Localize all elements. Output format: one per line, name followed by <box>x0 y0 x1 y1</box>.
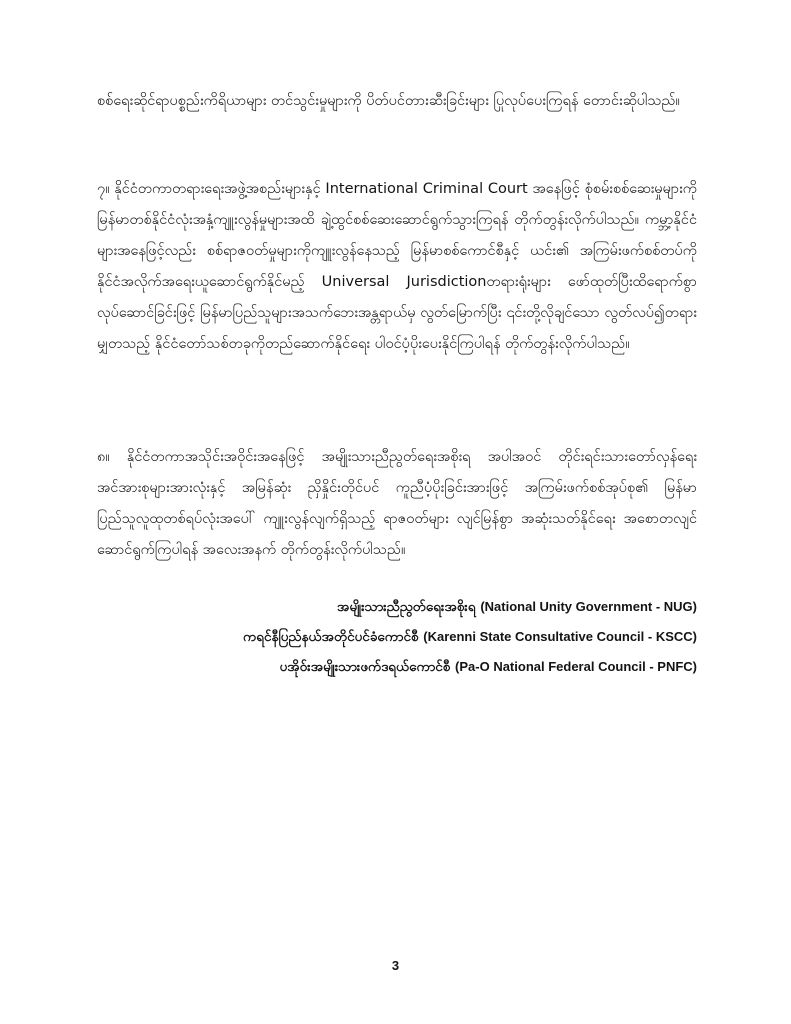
paragraph-8: ၈။ နိုင်ငံတကာအသိုင်းအဝိုင်းအနေဖြင့် အမျိုးသားညီညွတ်ရေးအစိုးရ အပါအဝင် တိုင်းရင်းသားတော်လှန်ရေးအင်အားစုများအားလုံးနှင့် အမြန်ဆုံး ညှိနှိုင်းတိုင်ပင် ကူညီပံ့ပိုးခြင်းအားဖြင့် အကြမ်းဖက်စစ်အုပ်စု၏ မြန်မာပြည်သူလူထုတစ်ရပ်လုံးအပေါ် ကျူးလွန်လျက်ရှိသည့် ရာဇဝတ်များ လျင်မြန်စွာ အဆုံးသတ်နိုင်ရေး အစောတလျင် ဆောင်ရွက်ကြပါရန် အလေးအနက် တိုက်တွန်းလိုက်ပါသည်။ <box>97 449 697 558</box>
page-number: 3 <box>391 958 400 973</box>
signatory-name-mm: ပအိုဝ်းအမျိုးသားဖက်ဒရယ်ကောင်စီ <box>279 659 451 675</box>
signatory-nug <box>77 592 697 622</box>
signatory-name-en: (Pa-O National Federal Council - PNFC) <box>455 659 697 674</box>
paragraph-7: ၇။ နိုင်ငံတကာတရားရေးအဖွဲ့အစည်းများနှင့် International Criminal Court အနေဖြင့် စုံစမ်းစစ်ဆေးမှုများကို မြန်မာတစ်နိုင်ငံလုံးအနှံ့ကျူးလွန်မှုများအထိ ချဲ့ထွင်စစ်ဆေးဆောင်ရွက်သွားကြရန် တိုက်တွန်းလိုက်ပါသည်။ ကမ္ဘာ့နိုင်ငံများအနေဖြင့်လည်း စစ်ရာဇဝတ်မှုများကိုကျူးလွန်နေသည့် မြန်မာစစ်ကောင်စီနှင့် ယင်း၏ အကြမ်းဖက်စစ်တပ်ကို နိုင်ငံအလိုက်အရေးယူဆောင်ရွက်နိုင်မည့် Universal Jurisdictionတရားရုံးများ ဖော်ထုတ်ပြီးထိရောက်စွာလုပ်ဆောင်ခြင်းဖြင့် မြန်မာပြည်သူများအသက်ဘေးအန္တရာယ်မှ လွတ်မြောက်ပြီး ၎င်းတို့လိုချင်သော လွတ်လပ်၍တရားမျှတသည့် နိုင်ငံတော်သစ်တခုကိုတည်ဆောက်နိုင်ရေး ပါဝင်ပံ့ပိုးပေးနိုင်ကြပါရန် တိုက်တွန်းလိုက်ပါသည်။ <box>97 181 697 352</box>
signatory-name-en: (Karenni State Consultative Council - KSCC) <box>423 629 697 644</box>
signatory-name-en: (National Unity Government - NUG) <box>480 599 697 614</box>
signatory-name-mm: ကရင်နီပြည်နယ်အတိုင်ပင်ခံကောင်စီ <box>243 629 419 645</box>
signatory-name-mm: အမျိုးသားညီညွတ်ရေးအစိုးရ <box>337 599 476 615</box>
signatory-kscc <box>77 622 697 652</box>
paragraph-continuation: စစ်ရေးဆိုင်ရာပစ္စည်းကိရိယာများ တင်သွင်းမှုများကို ပိတ်ပင်တားဆီးခြင်းများ ပြုလုပ်ပေးကြရန် တောင်းဆိုပါသည်။ <box>97 93 680 109</box>
signatory-pnfc <box>77 652 697 682</box>
